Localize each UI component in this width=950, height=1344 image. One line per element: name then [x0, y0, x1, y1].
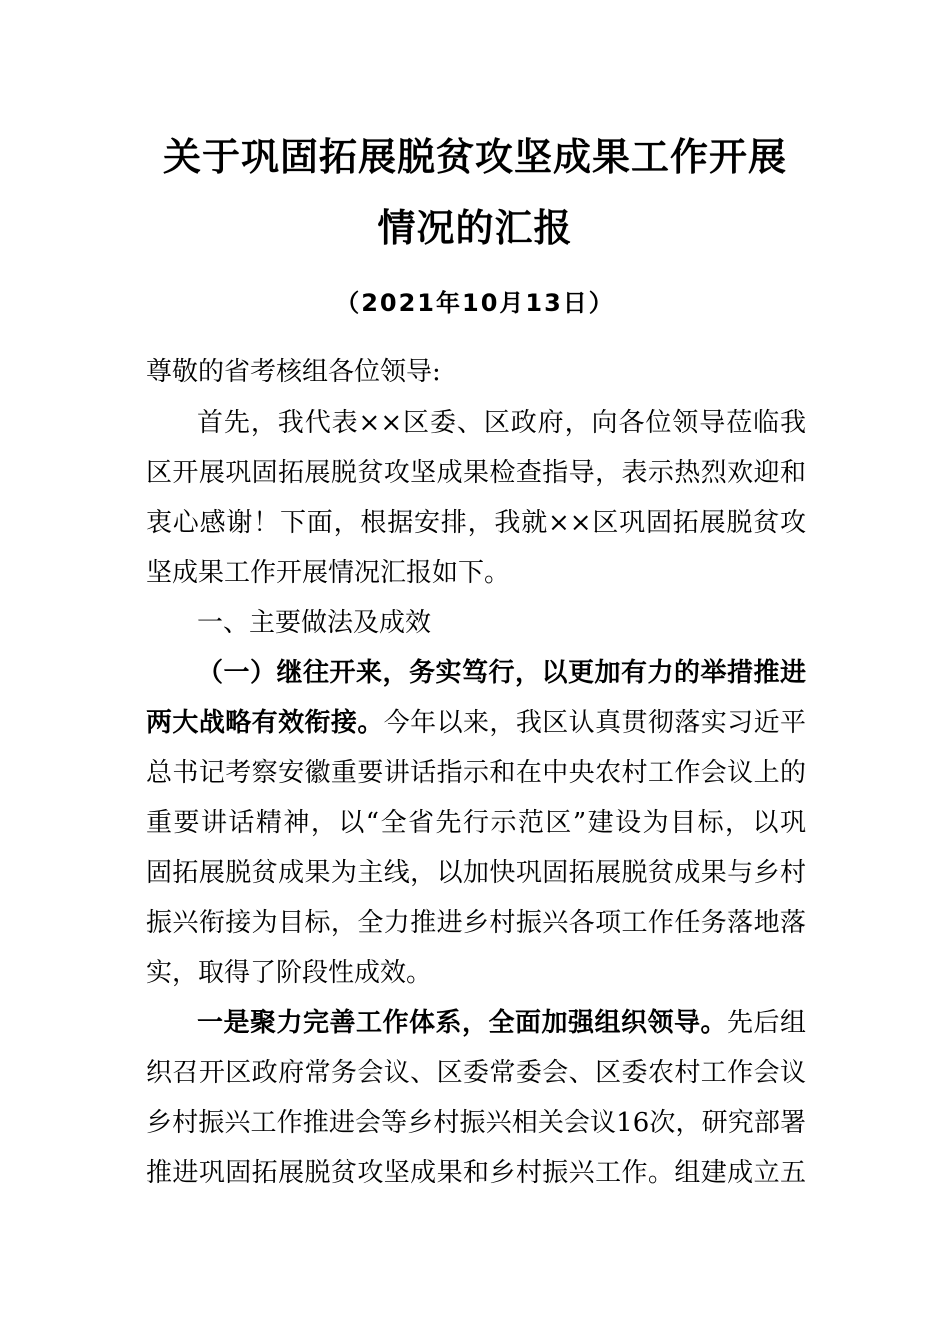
salutation: 尊敬的省考核组各位领导: [146, 357, 441, 387]
section-heading: 一、主要做法及成效 [197, 608, 432, 638]
body-line: 总书记考察安徽重要讲话指示和在中央农村工作会议上的 [146, 758, 806, 788]
body-line: 重要讲话精神，以“全省先行示范区”建设为目标，以巩 [146, 808, 806, 838]
document-title-line-1: 关于巩固拓展脱贫攻坚成果工作开展 [162, 134, 787, 179]
body-line: 固拓展脱贫成果为主线，以加快巩固拓展脱贫成果与乡村 [146, 858, 806, 888]
point-heading: 一是聚力完善工作体系，全面加强组织领导。 [197, 1008, 727, 1038]
body-line: 实，取得了阶段性成效。 [146, 958, 433, 988]
point-line [197, 1006, 806, 1040]
point-text: 先后组 [726, 1008, 806, 1038]
document-title-line-2: 情况的汇报 [377, 205, 573, 250]
subsection-text: 今年以来，我区认真贯彻落实习近平 [383, 708, 806, 738]
intro-line: 区开展巩固拓展脱贫攻坚成果检查指导，表示热烈欢迎和 [146, 458, 806, 488]
subsection-heading: （一）继往开来，务实笃行，以更加有力的举措推进 [197, 658, 806, 688]
body-line: 推进巩固拓展脱贫攻坚成果和乡村振兴工作。组建成立五 [146, 1158, 806, 1188]
intro-line: 坚成果工作开展情况汇报如下。 [146, 558, 511, 588]
body-line: 乡村振兴工作推进会等乡村振兴相关会议16次，研究部署 [146, 1108, 806, 1138]
document-date: （2021年10月13日） [335, 289, 615, 317]
intro-line: 衷心感谢！下面，根据安排，我就××区巩固拓展脱贫攻 [146, 508, 806, 538]
subsection-heading-end: 两大战略有效衔接。 [146, 708, 384, 738]
body-line: 织召开区政府常务会议、区委常委会、区委农村工作会议 [146, 1058, 806, 1088]
intro-line: 首先，我代表××区委、区政府，向各位领导莅临我 [197, 408, 806, 438]
body-line: 振兴衔接为目标，全力推进乡村振兴各项工作任务落地落 [146, 908, 806, 938]
subsection-line [146, 706, 806, 740]
